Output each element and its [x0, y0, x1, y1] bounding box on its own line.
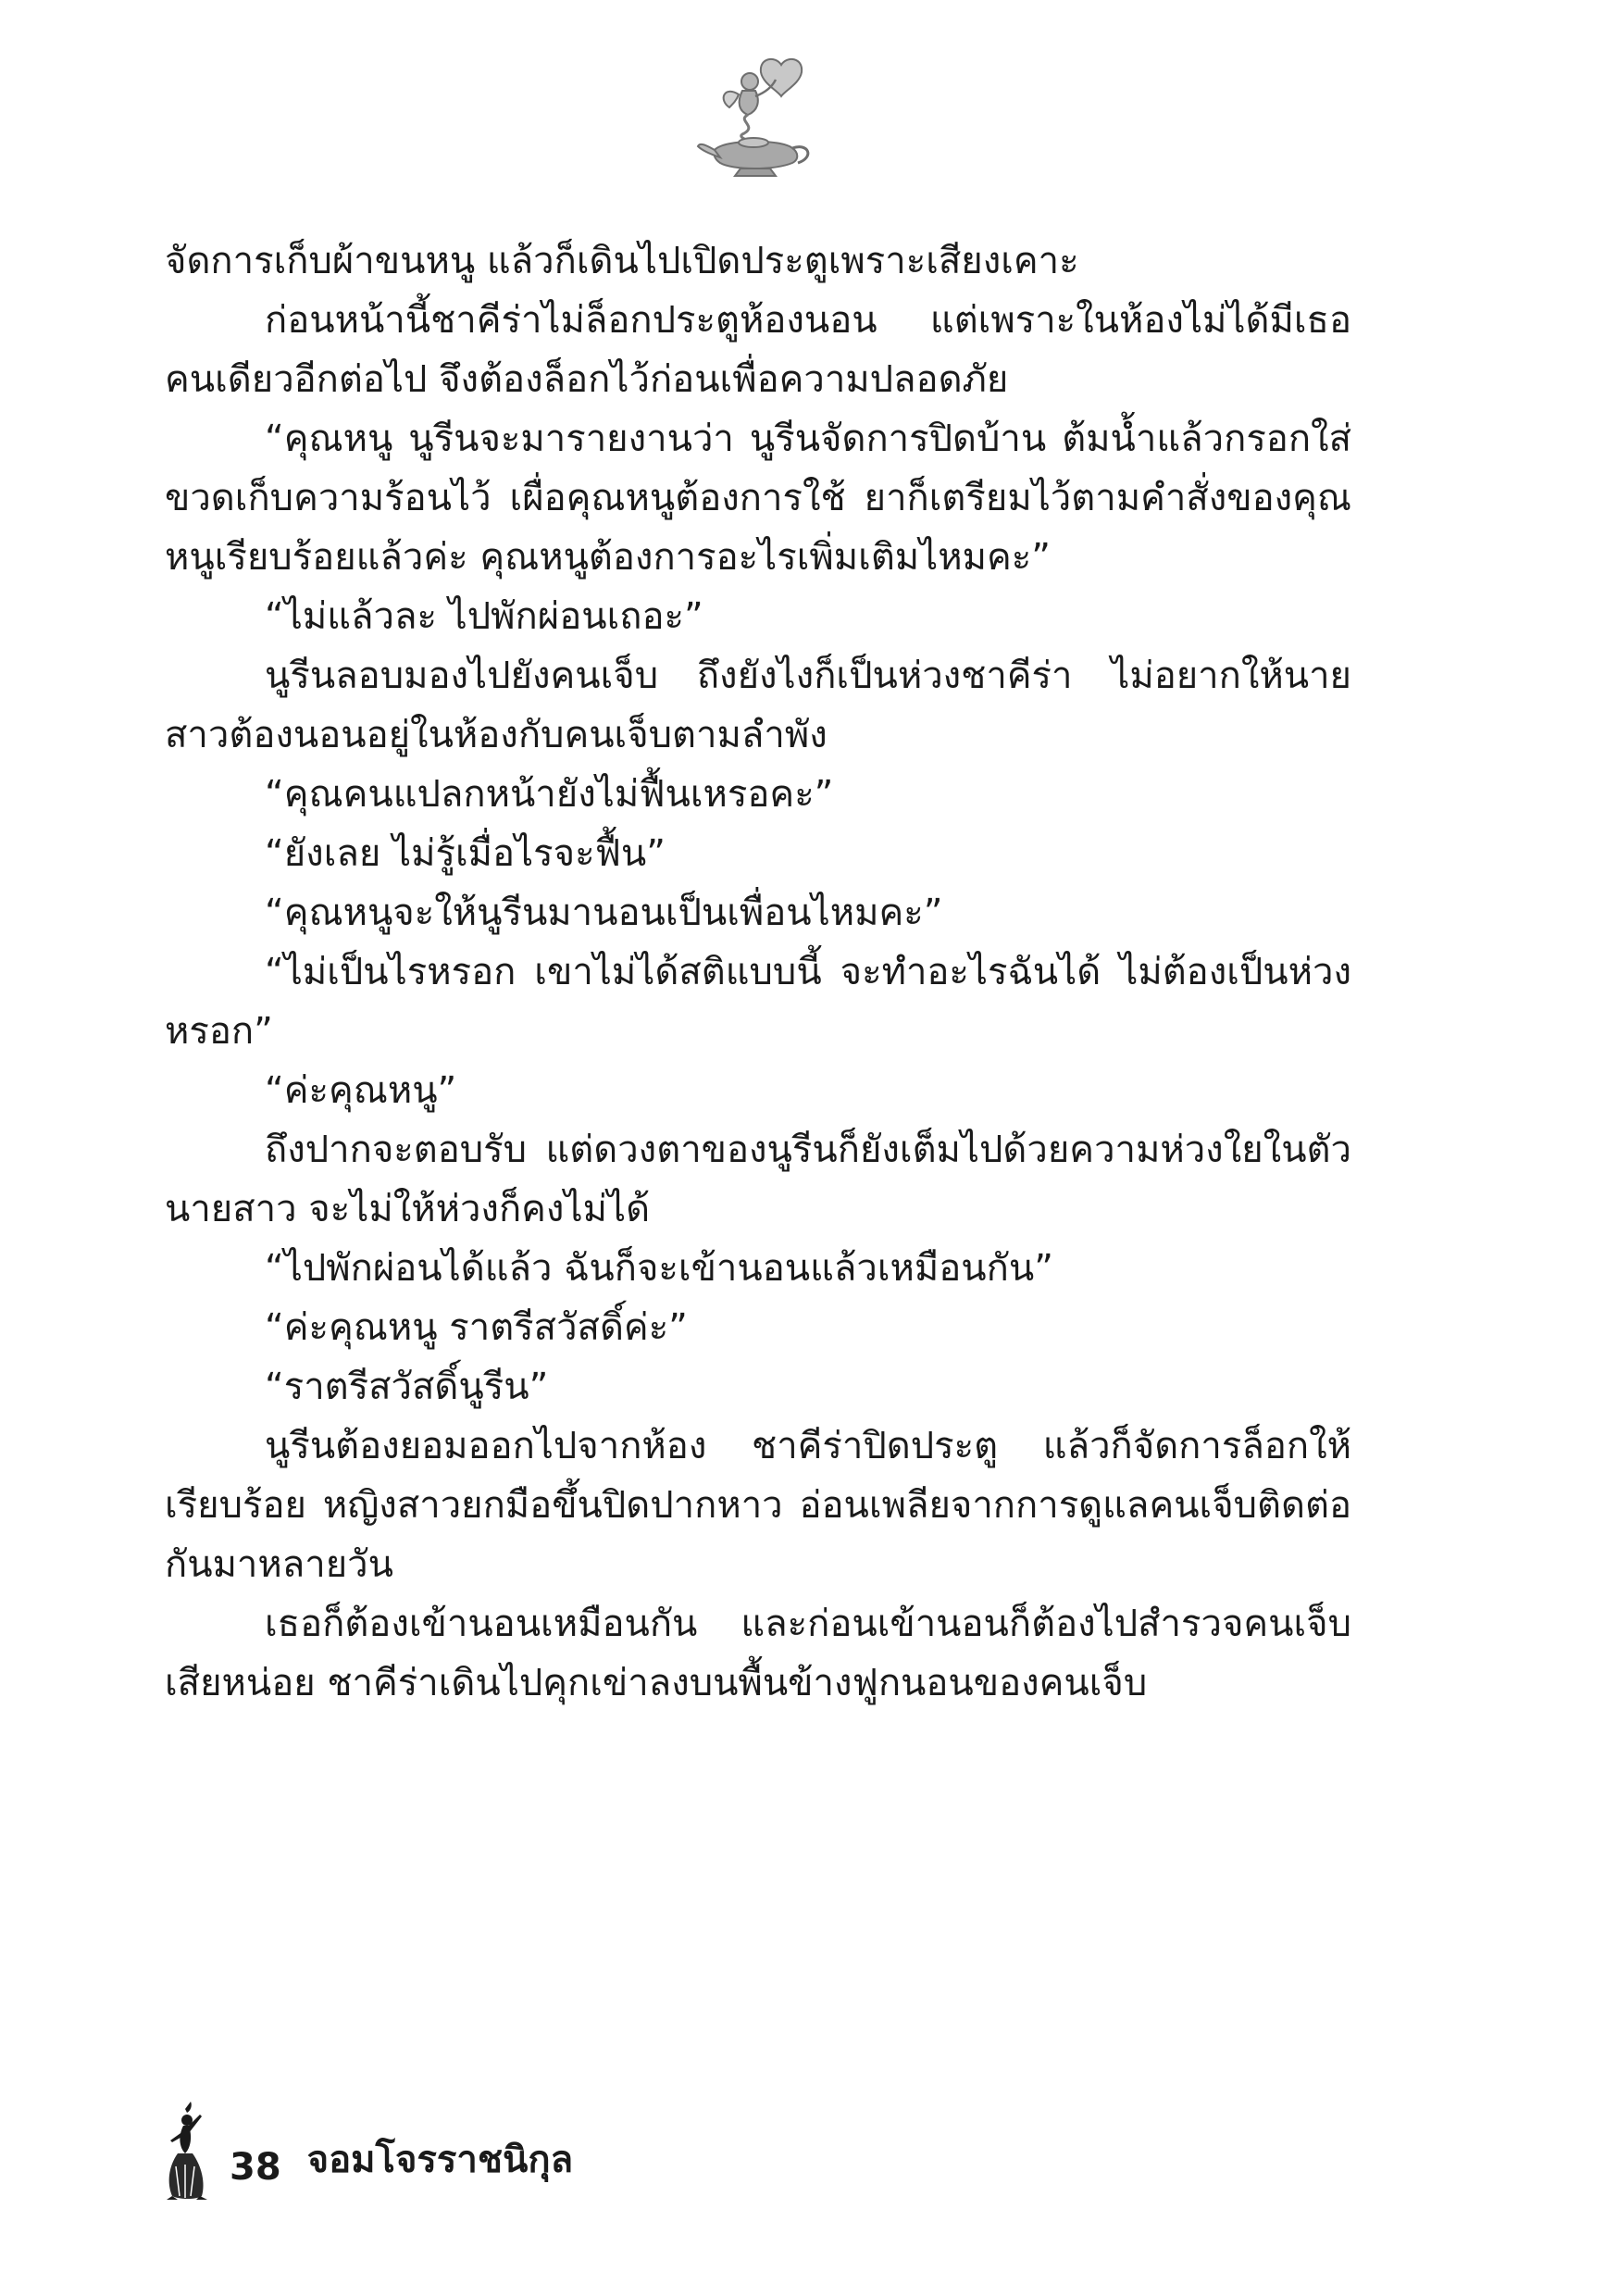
book-title: จอมโจรราชนิกุล: [306, 2139, 574, 2181]
paragraph: เธอก็ต้องเข้านอนเหมือนกัน และก่อนเข้านอนก็ต้องไปสำรวจคนเจ็บเสียหน่อย ชาคีร่าเดินไปคุกเข่าลงบนพื้นข้างฟูกนอนของคนเจ็บ: [165, 1603, 1351, 1704]
paragraph: “ค่ะคุณหนู”: [265, 1069, 457, 1112]
body-text: [165, 231, 1351, 1713]
page-number: 38: [230, 2146, 281, 2189]
paragraph: “ไปพักผ่อนได้แล้ว ฉันก็จะเข้านอนแล้วเหมือนกัน”: [265, 1247, 1053, 1290]
paragraph: นูรีนต้องยอมออกไปจากห้อง ชาคีร่าปิดประตู แล้วก็จัดการล็อกให้เรียบร้อย หญิงสาวยกมือขึ้นปิดปากหาว อ่อนเพลียจากการดูแลคนเจ็บติดต่อกันมาหลายวัน: [165, 1425, 1351, 1586]
paragraph: นูรีนลอบมองไปยังคนเจ็บ ถึงยังไงก็เป็นห่วงชาคีร่า ไม่อยากให้นายสาวต้องนอนอยู่ในห้องกับคนเจ็บตามลำพัง: [165, 655, 1351, 756]
page-footer: [159, 2100, 573, 2202]
paragraph: “ไม่เป็นไรหรอก เขาไม่ได้สติแบบนี้ จะทำอะไรฉันได้ ไม่ต้องเป็นห่วงหรอก”: [165, 951, 1351, 1053]
paragraph: จัดการเก็บผ้าขนหนู แล้วก็เดินไปเปิดประตูเพราะเสียงเคาะ: [165, 240, 1079, 282]
paragraph: “คุณหนู นูรีนจะมารายงานว่า นูรีนจัดการปิดบ้าน ต้มน้ำแล้วกรอกใส่ขวดเก็บความร้อนไว้ เผื่อคุณหนูต้องการใช้ ยาก็เตรียมไว้ตามคำสั่งของคุณหนูเรียบร้อยแล้วค่ะ คุณหนูต้องการอะไรเพิ่มเติมไหมคะ”: [165, 418, 1351, 579]
paragraph: “ราตรีสวัสดิ์นูรีน”: [265, 1366, 549, 1408]
paragraph: ถึงปากจะตอบรับ แต่ดวงตาของนูรีนก็ยังเต็มไปด้วยความห่วงใยในตัวนายสาว จะไม่ให้ห่วงก็คงไม่ได้: [165, 1129, 1351, 1230]
paragraph: “คุณคนแปลกหน้ายังไม่ฟื้นเหรอคะ”: [265, 773, 834, 816]
paragraph: ก่อนหน้านี้ชาคีร่าไม่ล็อกประตูห้องนอน แต่เพราะในห้องไม่ได้มีเธอคนเดียวอีกต่อไป จึงต้องล็อกไว้ก่อนเพื่อความปลอดภัย: [165, 299, 1351, 401]
dancer-silhouette-icon: [159, 2100, 213, 2202]
paragraph: “ไม่แล้วละ ไปพักผ่อนเถอะ”: [265, 595, 703, 638]
paragraph: “ยังเลย ไม่รู้เมื่อไรจะฟื้น”: [265, 832, 666, 875]
paragraph: “ค่ะคุณหนู ราตรีสวัสดิ์ค่ะ”: [265, 1306, 688, 1349]
paragraph: “คุณหนูจะให้นูรีนมานอนเป็นเพื่อนไหมคะ”: [265, 892, 943, 934]
cupid-heart-magic-lamp-icon: [696, 54, 816, 183]
